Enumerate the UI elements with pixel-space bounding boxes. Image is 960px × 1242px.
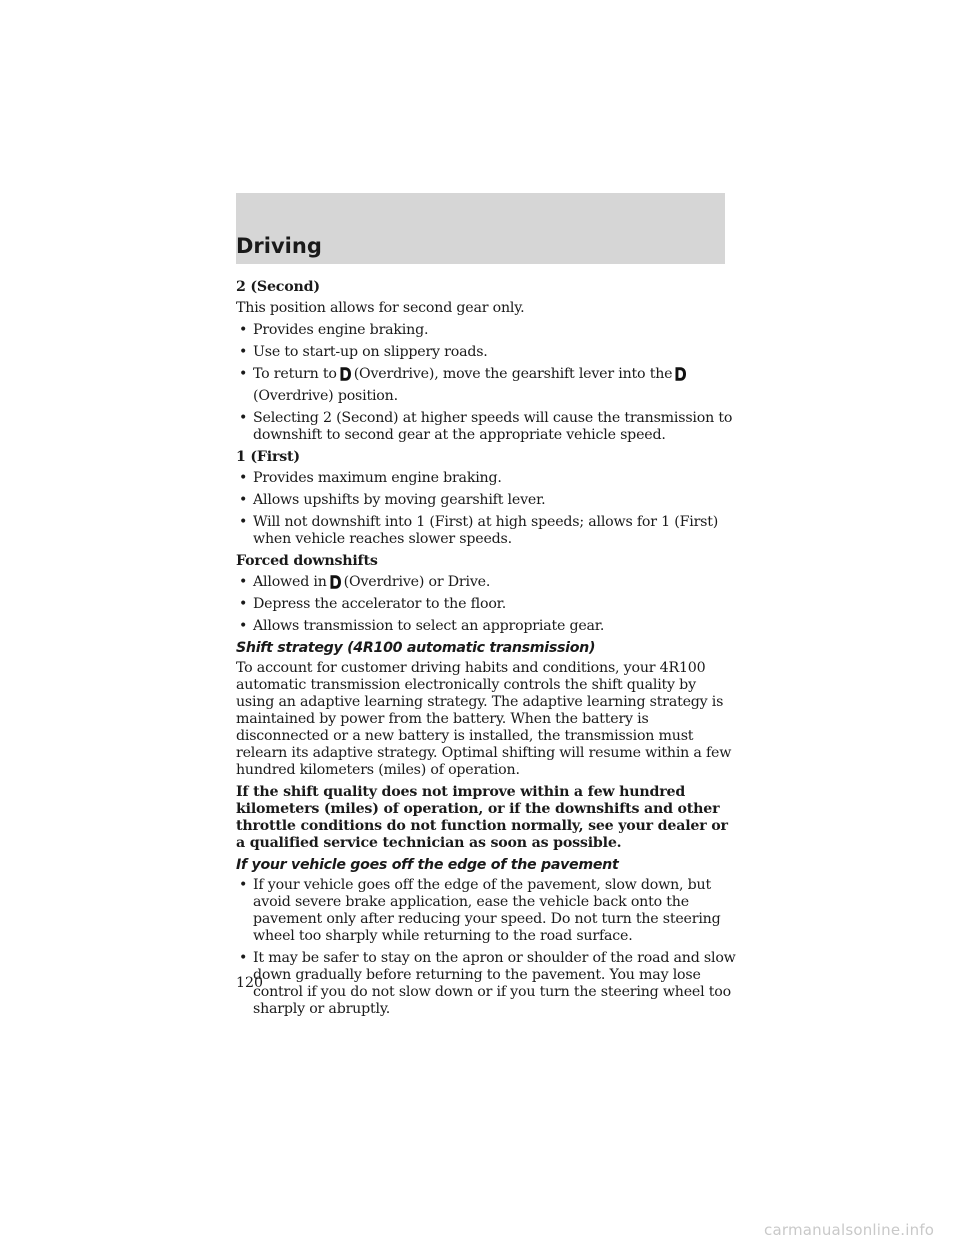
list-item: • If your vehicle goes off the edge of the pavement, slow down, but avoid severe brake application, ease the vehicle back onto the pavement only after reducing your speed. Do not turn the steering wheel too sharply while returning to the road surface.	[239, 877, 721, 944]
list-item: • Use to start-up on slippery roads.	[239, 344, 488, 360]
list-item: • Allows transmission to select an appropriate gear.	[239, 618, 605, 634]
shift-strategy-heading: Shift strategy (4R100 automatic transmission)	[236, 640, 596, 656]
watermark: carmanualsonline.info	[764, 1221, 935, 1239]
pavement-heading: If your vehicle goes off the edge of the pavement	[236, 857, 619, 873]
second-list	[236, 322, 736, 444]
list-item: • Will not downshift into 1 (First) at high speeds; allows for 1 (First) when vehicle reaches slower speeds.	[239, 514, 719, 547]
first-heading: 1 (First)	[236, 449, 300, 465]
first-list	[236, 470, 736, 548]
list-item: • Selecting 2 (Second) at higher speeds will cause the transmission to downshift to second gear at the appropriate vehicle speed.	[239, 410, 733, 443]
section-title: Driving	[236, 234, 322, 258]
overdrive-d-icon	[329, 574, 342, 590]
forced-list	[236, 574, 736, 635]
list-item: • Depress the accelerator to the floor.	[239, 596, 507, 612]
shift-strategy-body: To account for customer driving habits and conditions, your 4R100 automatic transmission electronically controls the shift quality by using an adaptive learning strategy. The adaptive learning strategy is maintained by power from the battery. When the battery is disconnected or a new battery is installed, the transmission must relearn its adaptive strategy. Optimal shifting will resume within a few hundred kilometers (miles) of operation.	[236, 660, 732, 778]
second-heading: 2 (Second)	[236, 279, 320, 295]
forced-heading: Forced downshifts	[236, 553, 378, 569]
page-number: 120	[236, 975, 264, 991]
page-content	[236, 279, 736, 1023]
pavement-list	[236, 877, 736, 1018]
list-item-allowed: • Allowed in (Overdrive) or Drive.	[239, 574, 491, 590]
second-intro: This position allows for second gear only.	[236, 300, 525, 316]
list-item: • Provides maximum engine braking.	[239, 470, 502, 486]
overdrive-d-icon	[674, 366, 687, 382]
list-item: • Allows upshifts by moving gearshift lever.	[239, 492, 546, 508]
list-item: • It may be safer to stay on the apron or shoulder of the road and slow down gradually before returning to the pavement. You may lose control if you do not slow down or if you turn the steering wheel too sharply or abruptly.	[239, 950, 736, 1017]
shift-strategy-warning: If the shift quality does not improve within a few hundred kilometers (miles) of operation, or if the downshifts and other throttle conditions do not function normally, see your dealer or a qualified service technician as soon as possible.	[236, 784, 728, 851]
list-item: • Provides engine braking.	[239, 322, 429, 338]
overdrive-d-icon	[339, 366, 352, 382]
list-item-return: • To return to (Overdrive), move the gearshift lever into the (Overdrive) position.	[236, 366, 736, 405]
